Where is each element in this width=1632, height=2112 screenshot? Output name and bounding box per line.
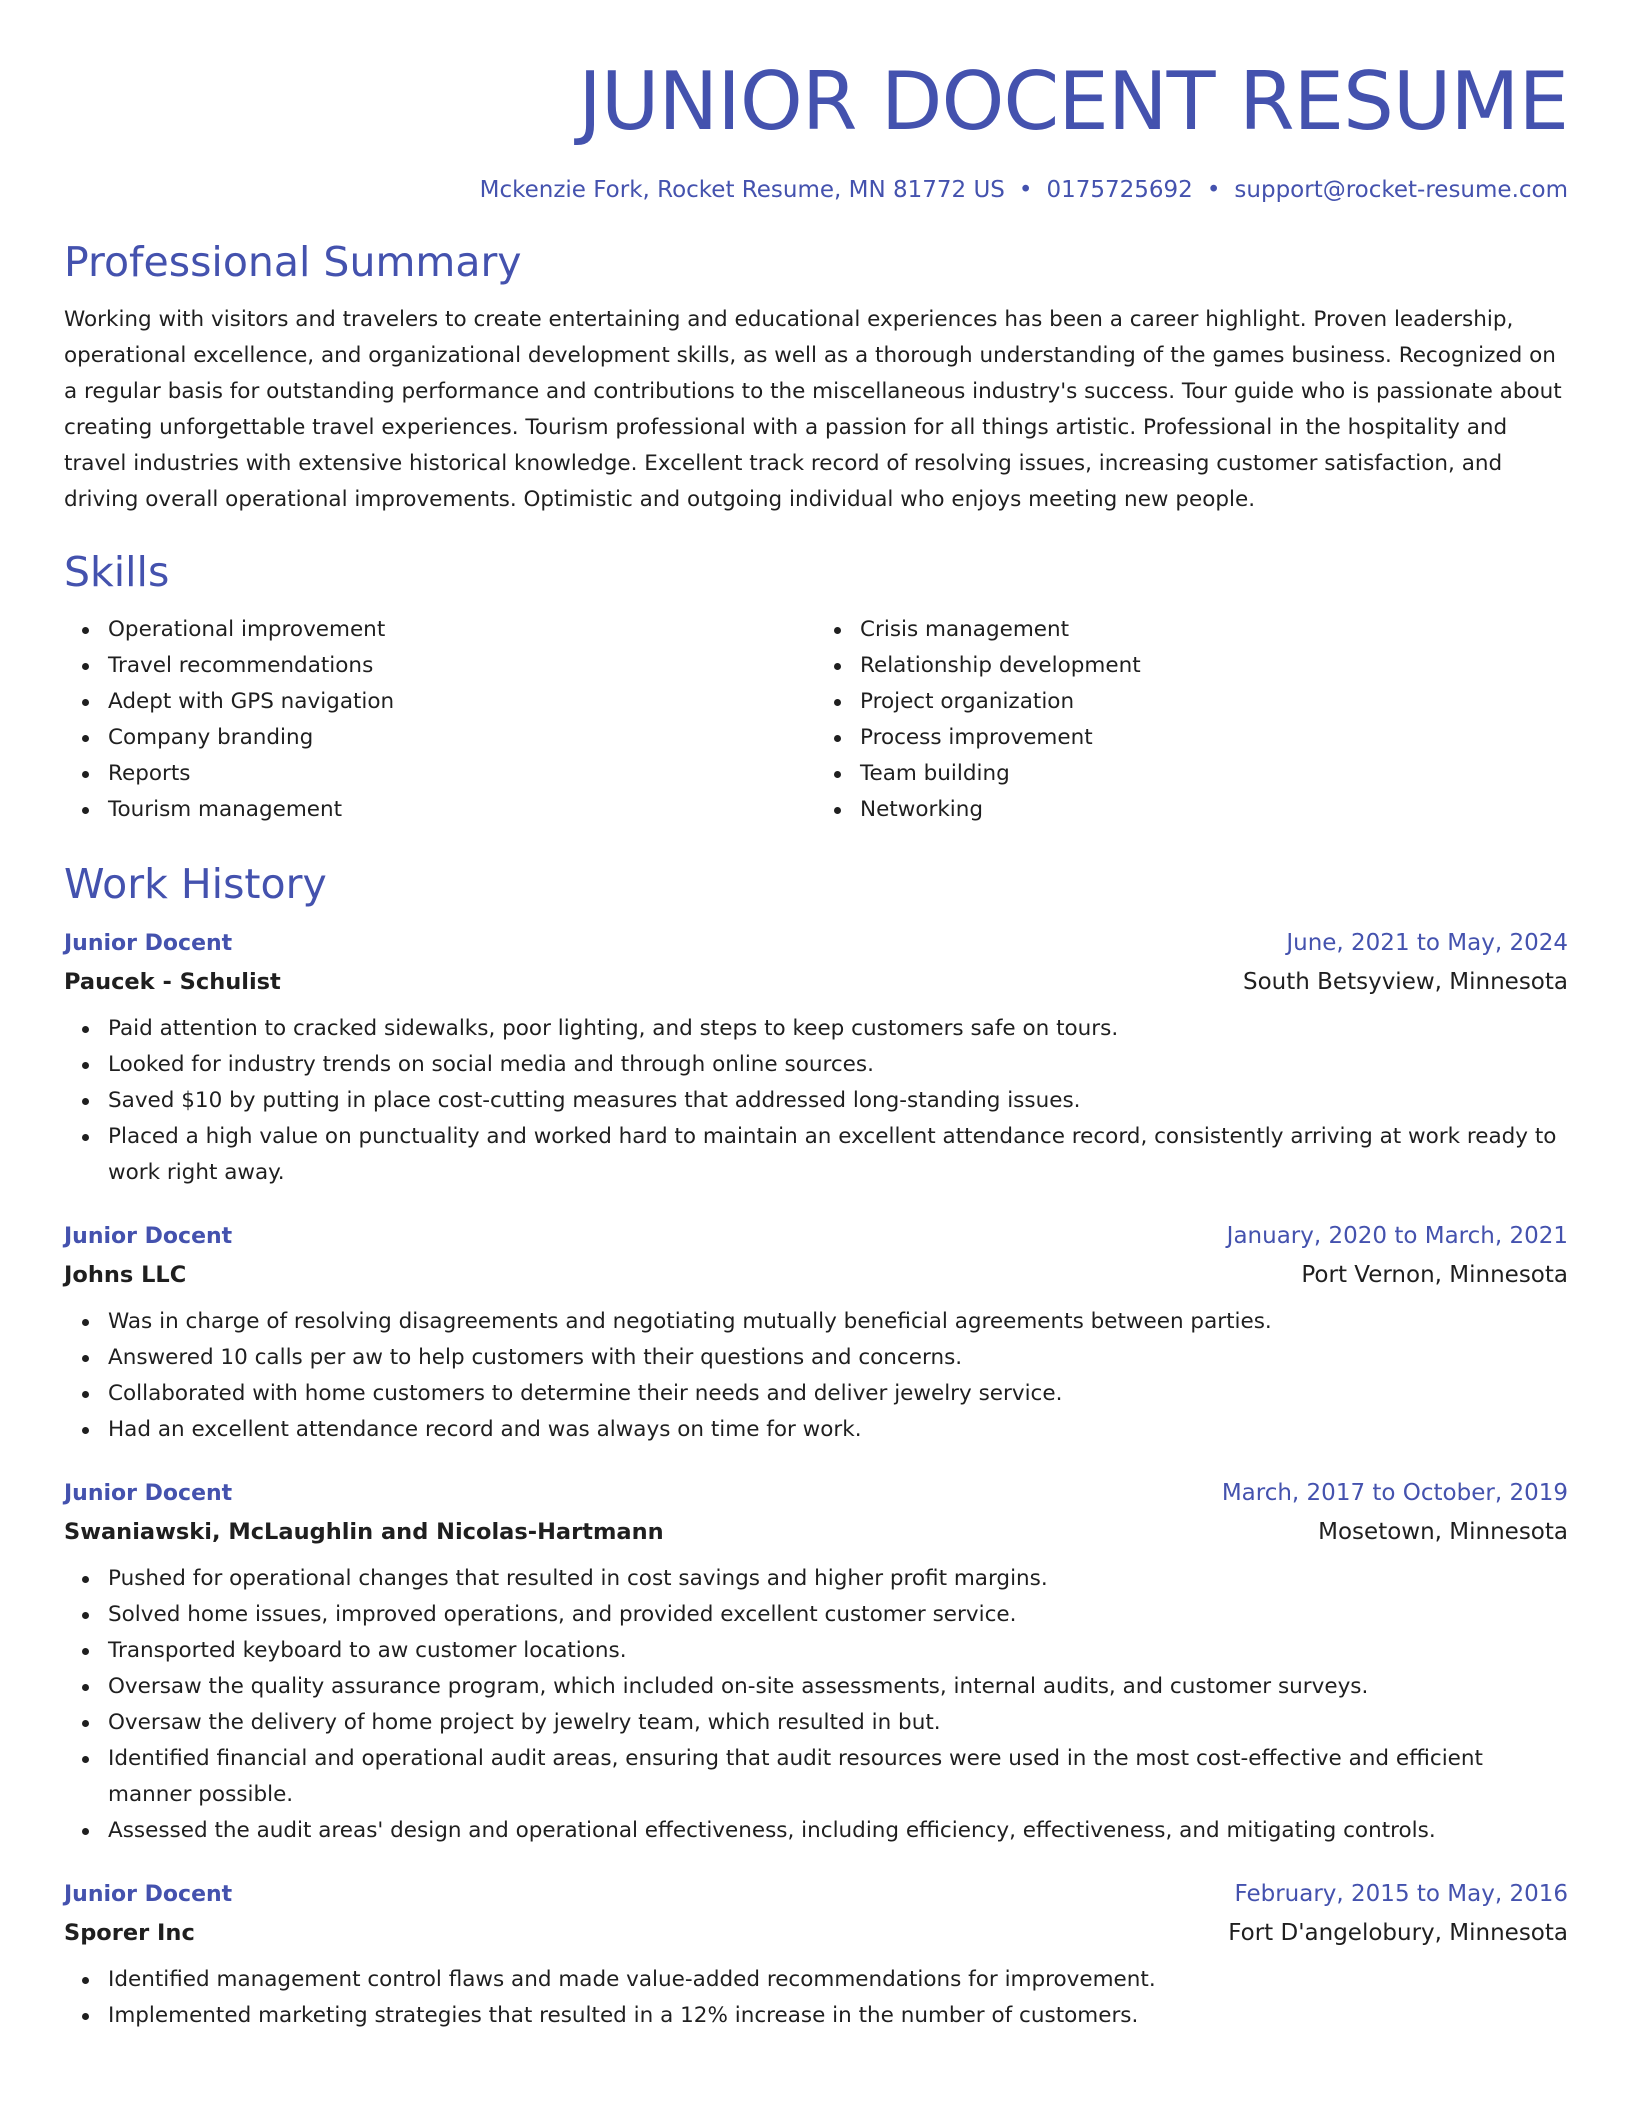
job-dates: June, 2021 to May, 2024 [1286,930,1568,956]
skill-item: Relationship development [860,648,1568,684]
job-bullet: Pushed for operational changes that resulted in cost savings and higher profit margins. [108,1561,1568,1597]
skill-item: Crisis management [860,612,1568,648]
job-title: Junior Docent [64,1481,233,1506]
job-company-row [64,1914,1568,1952]
contact-separator: • [1018,177,1033,203]
skills-list-right [816,612,1568,828]
skill-item: Process improvement [860,720,1568,756]
job-title-row [64,1875,1568,1914]
job-bullet: Collaborated with home customers to determine their needs and deliver jewelry service. [108,1376,1568,1412]
job-bullet: Had an excellent attendance record and was always on time for work. [108,1412,1568,1448]
skills-section [64,546,1568,828]
summary-text: Working with visitors and travelers to create entertaining and educational experiences has been a career highlight. Proven leadership, operational excellence, and organizational development skills, as well as a thorough understanding of the games business. Recognized on a regular basis for outstanding performance and contributions to the miscellaneous industry's success. Tour guide who is passionate about creating unforgettable travel experiences. Tourism professional with a passion for all things artistic. Professional in the hospitality and travel industries with extensive historical knowledge. Excellent track record of resolving issues, increasing customer satisfaction, and driving overall operational improvements. Optimistic and outgoing individual who enjoys meeting new people. [64,307,1562,512]
summary-heading: Professional Summary [64,238,522,286]
job-dates: January, 2020 to March, 2021 [1226,1223,1568,1249]
job-entry [64,924,1568,1191]
job-bullet: Identified financial and operational audit areas, ensuring that audit resources were used in the most cost-effective and efficient manner possible. [108,1741,1568,1813]
resume-header [64,52,1568,206]
job-bullet: Implemented marketing strategies that resulted in a 12% increase in the number of customers. [108,1998,1568,2034]
work-history-section [64,858,1568,2034]
job-location: Mosetown, Minnesota [1318,1519,1568,1545]
job-bullet: Answered 10 calls per aw to help customers with their questions and concerns. [108,1340,1568,1376]
job-bullet: Solved home issues, improved operations, and provided excellent customer service. [108,1597,1568,1633]
job-bullet: Transported keyboard to aw customer locations. [108,1633,1568,1669]
job-title: Junior Docent [64,1224,233,1249]
job-title-row [64,1217,1568,1256]
contact-line [64,174,1568,206]
job-company: Paucek - Schulist [64,969,281,995]
job-company: Johns LLC [64,1262,187,1288]
contact-email[interactable]: support@rocket-resume.com [1234,177,1568,203]
skill-item: Company branding [108,720,816,756]
contact-address: Mckenzie Fork, Rocket Resume, MN 81772 US [479,177,1005,203]
job-company: Sporer Inc [64,1920,195,1946]
job-location: Port Vernon, Minnesota [1301,1262,1568,1288]
job-location: South Betsyview, Minnesota [1243,969,1568,995]
job-bullet: Looked for industry trends on social media and through online sources. [108,1047,1568,1083]
skill-item: Networking [860,792,1568,828]
job-title-row [64,924,1568,963]
job-company: Swaniawski, McLaughlin and Nicolas-Hartmann [64,1519,664,1545]
job-bullet: Saved $10 by putting in place cost-cutting measures that addressed long-standing issues. [108,1083,1568,1119]
job-company-row [64,963,1568,1001]
resume-title: JUNIOR DOCENT RESUME [578,55,1568,148]
contact-separator: • [1206,177,1221,203]
job-bullet: Oversaw the quality assurance program, which included on-site assessments, internal audits, and customer surveys. [108,1669,1568,1705]
job-bullet: Identified management control flaws and made value-added recommendations for improvement. [108,1962,1568,1998]
skills-grid [64,612,1568,828]
summary-section [64,236,1568,518]
job-bullets [64,1561,1568,1849]
job-entry [64,1474,1568,1849]
skill-item: Tourism management [108,792,816,828]
skill-item: Project organization [860,684,1568,720]
job-company-row [64,1513,1568,1551]
skill-item: Adept with GPS navigation [108,684,816,720]
job-bullet: Was in charge of resolving disagreements and negotiating mutually beneficial agreements between parties. [108,1304,1568,1340]
job-title: Junior Docent [64,1882,233,1907]
job-bullets [64,1011,1568,1191]
contact-phone: 0175725692 [1046,177,1193,203]
job-title-row [64,1474,1568,1513]
skill-item: Team building [860,756,1568,792]
job-dates: February, 2015 to May, 2016 [1234,1881,1568,1907]
job-dates: March, 2017 to October, 2019 [1221,1480,1568,1506]
skills-heading: Skills [64,548,170,596]
job-location: Fort D'angelobury, Minnesota [1228,1920,1568,1946]
job-bullet: Assessed the audit areas' design and operational effectiveness, including efficiency, effectiveness, and mitigating controls. [108,1813,1568,1849]
job-entry [64,1217,1568,1448]
job-company-row [64,1256,1568,1294]
job-bullet: Paid attention to cracked sidewalks, poor lighting, and steps to keep customers safe on tours. [108,1011,1568,1047]
job-bullets [64,1962,1568,2034]
skill-item: Travel recommendations [108,648,816,684]
work-history-heading: Work History [64,860,327,908]
job-bullet: Placed a high value on punctuality and worked hard to maintain an excellent attendance record, consistently arriving at work ready to work right away. [108,1119,1568,1191]
job-entry [64,1875,1568,2034]
job-title: Junior Docent [64,931,233,956]
job-bullets [64,1304,1568,1448]
skill-item: Reports [108,756,816,792]
job-bullet: Oversaw the delivery of home project by jewelry team, which resulted in but. [108,1705,1568,1741]
skills-list-left [64,612,816,828]
skill-item: Operational improvement [108,612,816,648]
